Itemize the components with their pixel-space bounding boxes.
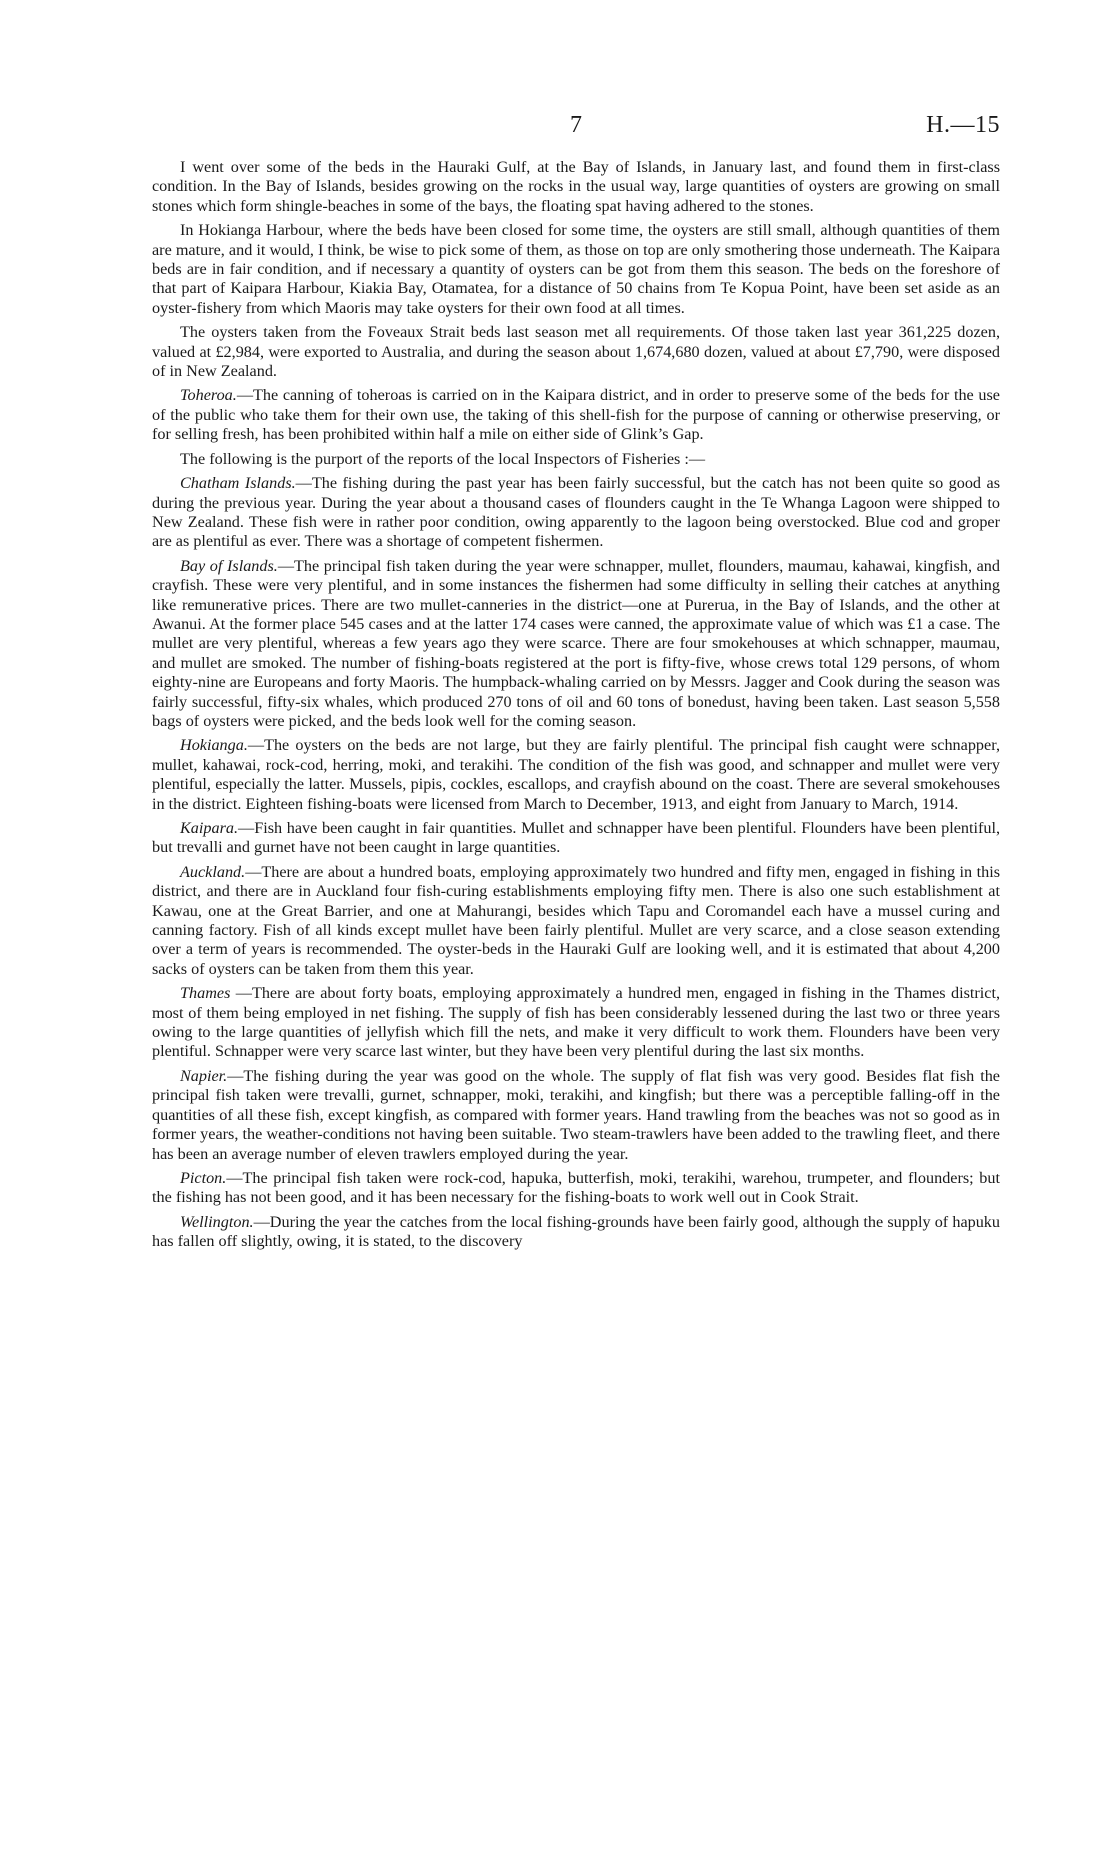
paragraph-heading: Napier. xyxy=(180,1066,228,1085)
paragraph-text: The following is the purport of the reports of the local Inspectors of Fisheries :— xyxy=(180,449,706,468)
paragraph-auckland xyxy=(152,863,1000,979)
paragraph-hokianga-harbour xyxy=(152,221,1000,318)
paragraph-heading: Thames xyxy=(180,984,231,1003)
paragraph-thames xyxy=(152,984,1000,1062)
paragraph-heading: Bay of Islands. xyxy=(180,556,278,575)
page-number: 7 xyxy=(570,112,582,138)
paragraph-toheroa xyxy=(152,386,1000,444)
paragraph-text: In Hokianga Harbour, where the beds have been closed for some time, the oysters are still small, although quantities of them are mature, and it would, I think, be wise to pick some of them, as those on top are only smothering those underneath. The Kaipara beds are in fair condition, and if necessary a quantity of oysters can be got from them this season. The beds on the foreshore of that part of Kaipara Harbour, Kiakia Bay, Otamatea, for a distance of 50 chains from Te Kopua Point, have been set aside as an oyster-fishery from which Maoris may take oysters for their own food at all times. xyxy=(152,221,1000,317)
page-header xyxy=(152,112,1000,142)
paragraph-heading: Auckland. xyxy=(180,862,246,881)
paragraph-text: The oysters taken from the Foveaux Strait beds last season met all requirements. Of those taken last year 361,225 dozen, valued at £2,984, were exported to Australia, and during the season about 1,674,680 dozen, valued at about £7,790, were disposed of in New Zealand. xyxy=(152,323,1000,381)
paragraph-heading: Hokianga. xyxy=(180,736,248,755)
paragraph-kaipara xyxy=(152,819,1000,858)
paragraph-text: —The principal fish taken were rock-cod, hapuka, butterfish, moki, terakihi, warehou, trumpeter, and flounders; but the fishing has not been good, and it has been necessary for the fishing-boats to work well out in Cook Strait. xyxy=(152,1168,1000,1207)
paragraph-foveaux-strait xyxy=(152,323,1000,381)
paragraph-text: —The oysters on the beds are not large, but they are fairly plentiful. The principal fish caught were schnapper, mullet, kahawai, rock-cod, herring, moki, and terakihi. The condition of the fish was good, and schnapper and mullet were very plentiful, especially the latter. Mussels, pipis, cockles, escallops, and crayfish abound on the coast. There are several smokehouses in the district. Eighteen fishing-boats were licensed from March to December, 1913, and eight from January to March, 1914. xyxy=(152,736,1000,813)
paragraph-chatham-islands xyxy=(152,474,1000,552)
paragraph-text: I went over some of the beds in the Hauraki Gulf, at the Bay of Islands, in January last, and found them in first-class condition. In the Bay of Islands, besides growing on the rocks in the usual way, large quantities of oysters are growing on small stones which form shingle-beaches in some of the bays, the floating spat having adhered to the stones. xyxy=(152,158,1000,215)
paragraph-text: —The canning of toheroas is carried on in the Kaipara district, and in order to preserve some of the beds for the use of the public who take them for their own use, the taking of this shell-fish for the purpose of canning or otherwise preserving, or for selling fresh, has been prohibited within half a mile on either side of Glink’s Gap. xyxy=(152,386,1000,444)
paragraph-text: —The fishing during the past year has been fairly successful, but the catch has not been quite so good as during the previous year. During the year about a thousand cases of flounders caught in the Te Whanga Lagoon were shipped to New Zealand. These fish were in rather poor condition, owing apparently to the lagoon being overstocked. Blue cod and groper are as plentiful as ever. There was a shortage of competent fishermen. xyxy=(152,474,1000,551)
paragraph-text: —Fish have been caught in fair quantities. Mullet and schnapper have been plentiful. Flounders have been plentiful, but trevalli and gurnet have not been caught in large quantities. xyxy=(152,819,1000,857)
paragraph-text: —There are about a hundred boats, employing approximately two hundred and fifty men, engaged in fishing in this district, and there are in Auckland four fish-curing establishments employing fifty men. There is also one such establishment at Kawau, one at the Great Barrier, and one at Mahurangi, besides which Tapu and Coromandel each have a mussel curing and canning factory. Fish of all kinds except mullet have been fairly plentiful. Mullet are very scarce, and a close season extending over a term of years is recommended. The oyster-beds in the Hauraki Gulf are looking well, and it is estimated that about 4,200 sacks of oysters can be taken from them this year. xyxy=(152,862,1000,978)
paragraph-heading: Toheroa. xyxy=(180,386,237,405)
paragraph-heading: Kaipara. xyxy=(180,819,239,837)
paragraph-bay-of-islands xyxy=(152,557,1000,732)
body-text xyxy=(152,158,1000,1257)
paragraph-picton xyxy=(152,1169,1000,1208)
paragraph-wellington xyxy=(152,1213,1000,1252)
paragraph-heading: Chatham Islands. xyxy=(180,474,296,493)
paragraph-hokianga xyxy=(152,736,1000,814)
paragraph-text: —The fishing during the year was good on the whole. The supply of flat fish was very good. Besides flat fish the principal fish taken were trevalli, gurnet, schnapper, moki, terakihi, and kingfish; but there was a perceptible falling-off in the quantities of all these fish, except kingfish, as compared with former years. Hand trawling from the beaches was not so good as in former years, the weather-conditions not having been suitable. Two steam-trawlers have been added to the trawling fleet, and there has been an average number of eleven trawlers employed during the year. xyxy=(152,1066,1000,1163)
paragraph-text: —There are about forty boats, employing approximately a hundred men, engaged in fishing in the Thames district, most of them being employed in net fishing. The supply of fish has been considerably lessened during the last two or three years owing to the large quantities of jellyfish which fill the nets, and make it very difficult to work them. Flounders have been very plentiful. Schnapper were very scarce last winter, but they have been very plentiful during the last six months. xyxy=(152,984,1000,1061)
paragraph-heading: Wellington. xyxy=(180,1212,254,1231)
paragraph-hauraki-beds xyxy=(152,158,1000,216)
paragraph-inspectors-intro xyxy=(152,450,1000,469)
paragraph-napier xyxy=(152,1067,1000,1164)
document-reference: H.—15 xyxy=(926,112,1000,138)
paragraph-heading: Picton. xyxy=(180,1168,227,1187)
paragraph-text: —The principal fish taken during the year were schnapper, mullet, flounders, maumau, kahawai, kingfish, and crayfish. These were very plentiful, and in some instances the fishermen had some difficulty in selling their catches at anything like remunerative prices. There are two mullet-canneries in the district—one at Purerua, in the Bay of Islands, and the other at Awanui. At the former place 545 cases and at the latter 174 cases were canned, the approximate value of which was £1 a case. The mullet are very plentiful, whereas a few years ago they were scarce. There are four smokehouses at which schnapper, maumau, and mullet are smoked. The number of fishing-boats registered at the port is fifty-five, whose crews total 129 persons, of whom eighty-nine are Europeans and forty Maoris. The humpback-whaling carried on by Messrs. Jagger and Cook during the season was fairly successful, fifty-six whales, which produced 270 tons of oil and 60 tons of bonedust, having been taken. Last season 5,558 bags of oysters were picked, and the beds look well for the coming season. xyxy=(152,556,1000,730)
paragraph-text: —During the year the catches from the local fishing-grounds have been fairly good, although the supply of hapuku has fallen off slightly, owing, it is stated, to the discovery xyxy=(152,1212,1000,1251)
